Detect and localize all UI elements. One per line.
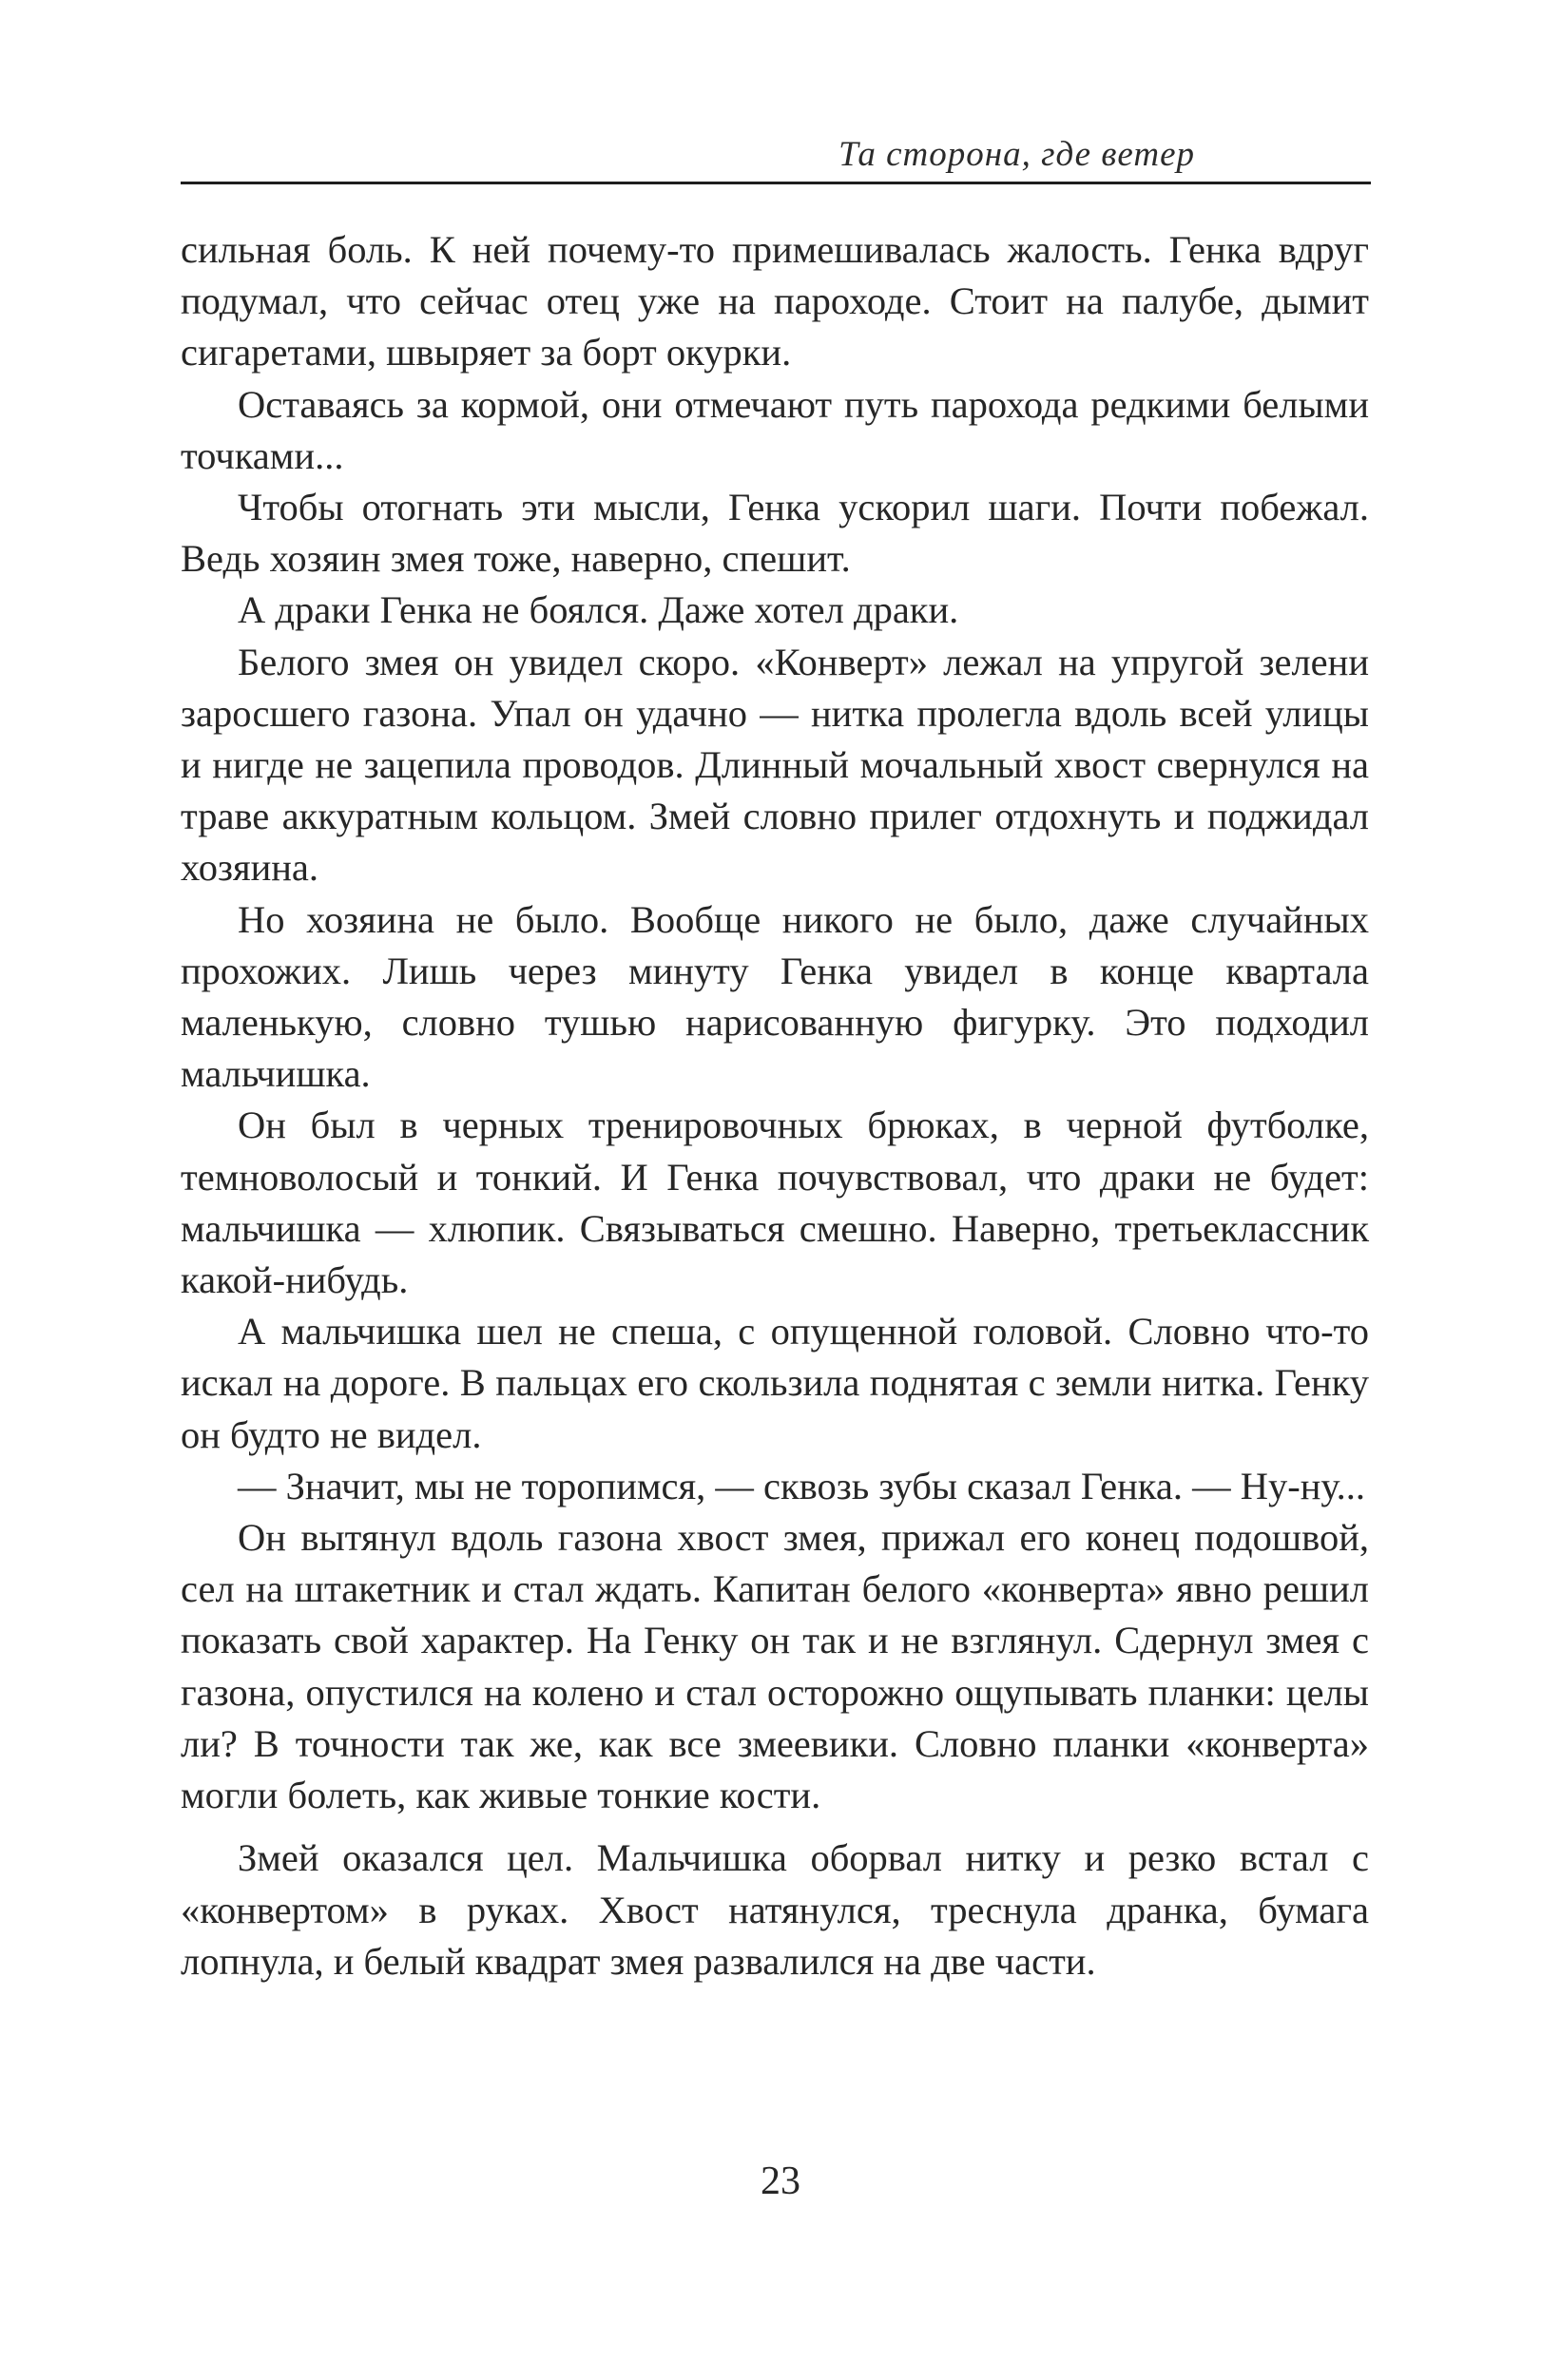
- paragraph: сильная боль. К ней почему-то примешивалась жалость. Генка вдруг подумал, что сейчас отец уже на пароходе. Стоит на палубе, дымит сигаретами, швыряет за борт окурки.: [181, 228, 1369, 374]
- paragraph: Но хозяина не было. Вообще никого не было, даже случайных прохожих. Лишь через минуту Генка увидел в конце квартала маленькую, словно тушью нарисованную фигурку. Это подходил мальчишка.: [181, 897, 1369, 1096]
- paragraph: А драки Генка не боялся. Даже хотел драки.: [238, 588, 959, 632]
- body-text: [181, 224, 1369, 1987]
- paragraph: — Значит, мы не торопимся, — сквозь зубы сказал Генка. — Ну-ну...: [238, 1464, 1365, 1507]
- page-number: 23: [761, 2159, 800, 2203]
- paragraph: Он был в черных тренировочных брюках, в черной футболке, темноволосый и тонкий. И Генка почувствовал, что драки не будет: мальчишка — хлюпик. Связываться смешно. Наверно, третьеклассник какой-нибудь.: [181, 1104, 1369, 1302]
- paragraph: Змей оказался цел. Мальчишка оборвал нитку и резко встал с «конвертом» в руках. Хвост натянулся, треснула дранка, бумага лопнула, и белый квадрат змея развалился на две части.: [181, 1836, 1369, 1983]
- paragraph: Он вытянул вдоль газона хвост змея, прижал его конец подошвой, сел на штакетник и стал ждать. Капитан белого «конверта» явно решил показать свой характер. На Генку он так и не взглянул. Сдернул змея с газона, опустился на колено и стал осторожно ощупывать планки: целы ли? В точности так же, как все змеевики. Словно планки «конверта» могли болеть, как живые тонкие кости.: [181, 1516, 1369, 1817]
- paragraph: Чтобы отогнать эти мысли, Генка ускорил шаги. Почти побежал. Ведь хозяин змея тоже, наверно, спешит.: [181, 486, 1369, 581]
- header-rule: [181, 182, 1371, 184]
- paragraph: А мальчишка шел не спеша, с опущенной головой. Словно что-то искал на дороге. В пальцах его скользила поднятая с земли нитка. Генку он будто не видел.: [181, 1310, 1369, 1456]
- paragraph: Белого змея он увидел скоро. «Конверт» лежал на упругой зелени заросшего газона. Упал он удачно — нитка пролегла вдоль всей улицы и нигде не зацепила проводов. Длинный мочальный хвост свернулся на траве аккуратным кольцом. Змей словно прилег отдохнуть и поджидал хозяина.: [181, 640, 1369, 890]
- running-header-title: Та сторона, где ветер: [838, 135, 1195, 174]
- paragraph: Оставаясь за кормой, они отмечают путь парохода редкими белыми точками...: [181, 382, 1369, 477]
